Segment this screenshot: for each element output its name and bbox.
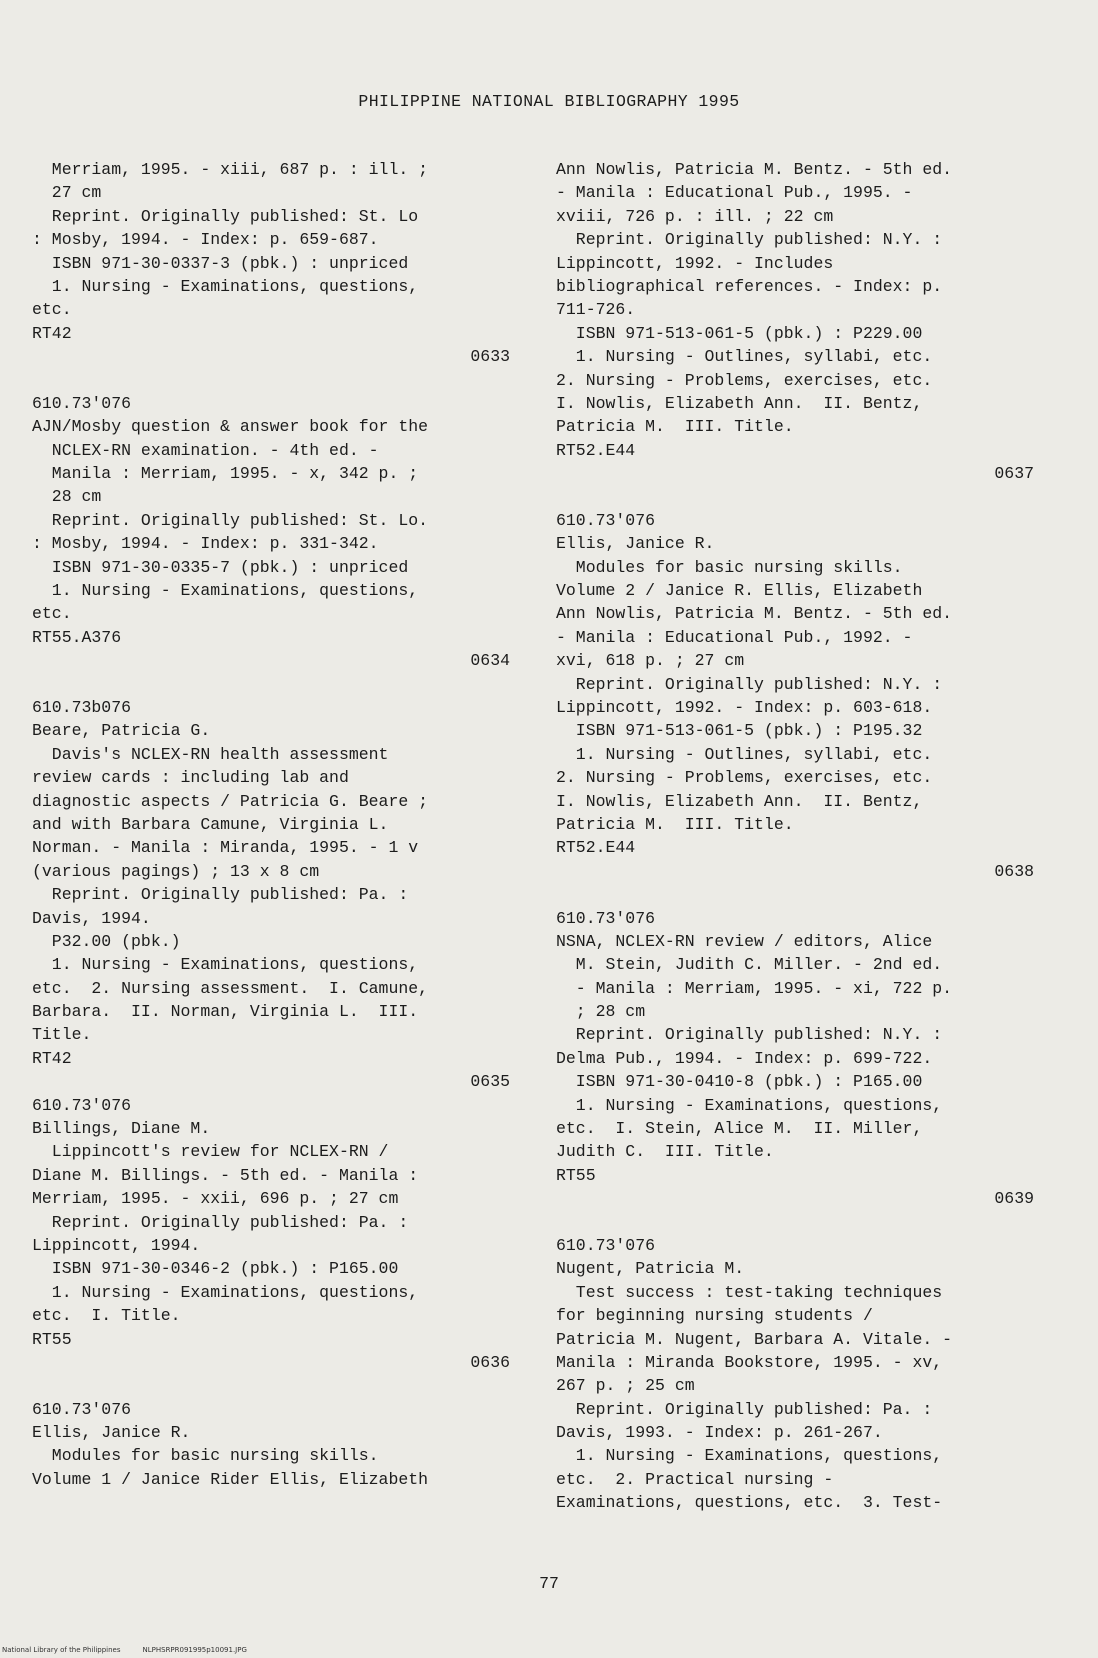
entry-number: 0633 [470,347,510,367]
text-line: ISBN 971-513-061-5 (pbk.) : P195.32 [556,721,923,741]
text-line: 1. Nursing - Outlines, syllabi, etc. [556,744,933,764]
text-line: 610.73'076 [32,1399,132,1419]
text-line: RT55.A376 [32,627,122,647]
text-line: 2. Nursing - Problems, exercises, etc. [556,768,933,788]
text-line: Modules for basic nursing skills. [32,1446,379,1466]
entry-number: 0636 [470,1352,510,1372]
text-line: Nugent, Patricia M. [556,1259,745,1279]
text-line: etc. [32,300,72,320]
text-line: bibliographical references. - Index: p. [556,276,943,296]
text-line: AJN/Mosby question & answer book for the [32,417,429,437]
text-line: 28 cm [32,487,102,507]
text-line: RT55 [32,1329,72,1349]
text-line: etc. [32,604,72,624]
text-line: Ellis, Janice R. [556,534,715,554]
text-line: Title. [32,1025,92,1045]
text-line: Test success : test-taking techniques [556,1282,943,1302]
text-line: Manila : Miranda Bookstore, 1995. - xv, [556,1352,943,1372]
text-line: for beginning nursing students / [556,1306,873,1326]
text-line: M. Stein, Judith C. Miller. - 2nd ed. [556,955,943,975]
text-line: RT42 [32,323,72,343]
text-line: 610.73'076 [32,1095,132,1115]
page-number: 77 [539,1574,559,1593]
text-line: Manila : Merriam, 1995. - x, 342 p. ; [32,464,419,484]
text-line: etc. 2. Practical nursing - [556,1469,834,1489]
text-line: ; 28 cm [556,1002,646,1022]
text-line: Reprint. Originally published: Pa. : [32,885,409,905]
page-header: PHILIPPINE NATIONAL BIBLIOGRAPHY 1995 [358,92,740,111]
text-line: Ellis, Janice R. [32,1423,191,1443]
text-line: Reprint. Originally published: N.Y. : [556,230,943,250]
text-line: Ann Nowlis, Patricia M. Bentz. - 5th ed. [556,604,953,624]
text-line: 610.73'076 [556,1235,656,1255]
footer-file: NLPHSRPR091995p10091.JPG [142,1646,247,1654]
text-line: Patricia M. III. Title. [556,814,794,834]
spacer [32,673,522,696]
text-line: Davis, 1993. - Index: p. 261-267. [556,1423,883,1443]
text-line: P32.00 (pbk.) [32,931,181,951]
spacer [556,485,1056,508]
text-line: diagnostic aspects / Patricia G. Beare ; [32,791,429,811]
text-line: 1. Nursing - Examinations, questions, [32,955,419,975]
text-line: Volume 2 / Janice R. Ellis, Elizabeth [556,581,923,601]
text-line: Patricia M. Nugent, Barbara A. Vitale. - [556,1329,953,1349]
text-line: 27 cm [32,183,102,203]
text-line: - Manila : Merriam, 1995. - xi, 722 p. [556,978,953,998]
right-column [556,158,1056,1515]
text-line: Modules for basic nursing skills. [556,557,903,577]
text-line: ISBN 971-30-0337-3 (pbk.) : unpriced [32,253,409,273]
text-line: 1. Nursing - Examinations, questions, [32,276,419,296]
text-line: ISBN 971-30-0335-7 (pbk.) : unpriced [32,557,409,577]
entry-number: 0634 [470,651,510,671]
text-line: NCLEX-RN examination. - 4th ed. - [32,440,379,460]
text-line: Ann Nowlis, Patricia M. Bentz. - 5th ed. [556,160,953,179]
entry-number: 0635 [470,1072,510,1092]
text-line: 2. Nursing - Problems, exercises, etc. [556,370,933,390]
text-line: and with Barbara Camune, Virginia L. [32,814,389,834]
text-line: ISBN 971-30-0410-8 (pbk.) : P165.00 [556,1072,923,1092]
text-line: etc. 2. Nursing assessment. I. Camune, [32,978,429,998]
text-line: Diane M. Billings. - 5th ed. - Manila : [32,1165,419,1185]
spacer [32,369,522,392]
text-line: (various pagings) ; 13 x 8 cm [32,861,320,881]
text-line: 610.73'076 [556,908,656,928]
text-line: Volume 1 / Janice Rider Ellis, Elizabeth [32,1469,429,1489]
text-line: Reprint. Originally published: N.Y. : [556,1025,943,1045]
text-line: Lippincott, 1992. - Index: p. 603-618. [556,697,933,717]
text-line: I. Nowlis, Elizabeth Ann. II. Bentz, [556,393,923,413]
text-line: Merriam, 1995. - xxii, 696 p. ; 27 cm [32,1189,399,1209]
text-line: RT52.E44 [556,838,636,858]
text-line: Davis, 1994. [32,908,151,928]
scan-footer [2,1646,269,1654]
text-line: - Manila : Educational Pub., 1995. - [556,183,913,203]
entry-number: 0638 [994,861,1034,881]
text-line: Examinations, questions, etc. 3. Test- [556,1493,943,1513]
text-line: 1. Nursing - Outlines, syllabi, etc. [556,347,933,367]
text-line: xviii, 726 p. : ill. ; 22 cm [556,206,834,226]
text-line: : Mosby, 1994. - Index: p. 331-342. [32,534,379,554]
text-line: RT42 [32,1048,72,1068]
text-line: Lippincott, 1992. - Includes [556,253,834,273]
footer-library: National Library of the Philippines [2,1646,121,1654]
text-line: NSNA, NCLEX-RN review / editors, Alice [556,931,933,951]
text-line: Judith C. III. Title. [556,1142,774,1162]
text-line: Reprint. Originally published: Pa. : [556,1399,933,1419]
text-line: ISBN 971-513-061-5 (pbk.) : P229.00 [556,323,923,343]
text-line: - Manila : Educational Pub., 1992. - [556,627,913,647]
spacer [556,883,1056,906]
text-line: RT55 [556,1165,596,1185]
text-line: Beare, Patricia G. [32,721,211,741]
text-line: 1. Nursing - Examinations, questions, [556,1446,943,1466]
text-line: Billings, Diane M. [32,1119,211,1139]
text-line: I. Nowlis, Elizabeth Ann. II. Bentz, [556,791,923,811]
entry-number: 0639 [994,1189,1034,1209]
entry-number: 0637 [994,464,1034,484]
text-line: Lippincott's review for NCLEX-RN / [32,1142,389,1162]
text-line: Lippincott, 1994. [32,1235,201,1255]
text-line: RT52.E44 [556,440,636,460]
text-line: : Mosby, 1994. - Index: p. 659-687. [32,230,379,250]
text-line: 1. Nursing - Examinations, questions, [556,1095,943,1115]
text-line: 711-726. [556,300,636,320]
text-line: 1. Nursing - Examinations, questions, [32,581,419,601]
text-line: Davis's NCLEX-RN health assessment [32,744,389,764]
text-line: 1. Nursing - Examinations, questions, [32,1282,419,1302]
spacer [556,1211,1056,1234]
text-line: 610.73'076 [32,393,132,413]
text-line: xvi, 618 p. ; 27 cm [556,651,745,671]
text-line: etc. I. Stein, Alice M. II. Miller, [556,1119,923,1139]
text-line: Reprint. Originally published: N.Y. : [556,674,943,694]
text-line: Reprint. Originally published: St. Lo. [32,510,429,530]
text-line: Barbara. II. Norman, Virginia L. III. [32,1002,419,1022]
spacer [32,1374,522,1397]
text-line: ISBN 971-30-0346-2 (pbk.) : P165.00 [32,1259,399,1279]
text-line: etc. I. Title. [32,1306,181,1326]
text-line: review cards : including lab and [32,768,349,788]
text-line: Reprint. Originally published: Pa. : [32,1212,409,1232]
text-line: Reprint. Originally published: St. Lo [32,206,419,226]
text-line: 267 p. ; 25 cm [556,1376,695,1396]
left-column [32,158,522,1491]
text-line: Merriam, 1995. - xiii, 687 p. : ill. ; [32,160,429,179]
text-line: Norman. - Manila : Miranda, 1995. - 1 v [32,838,419,858]
text-line: 610.73b076 [32,697,132,717]
text-line: 610.73'076 [556,510,656,530]
text-line: Delma Pub., 1994. - Index: p. 699-722. [556,1048,933,1068]
text-line: Patricia M. III. Title. [556,417,794,437]
